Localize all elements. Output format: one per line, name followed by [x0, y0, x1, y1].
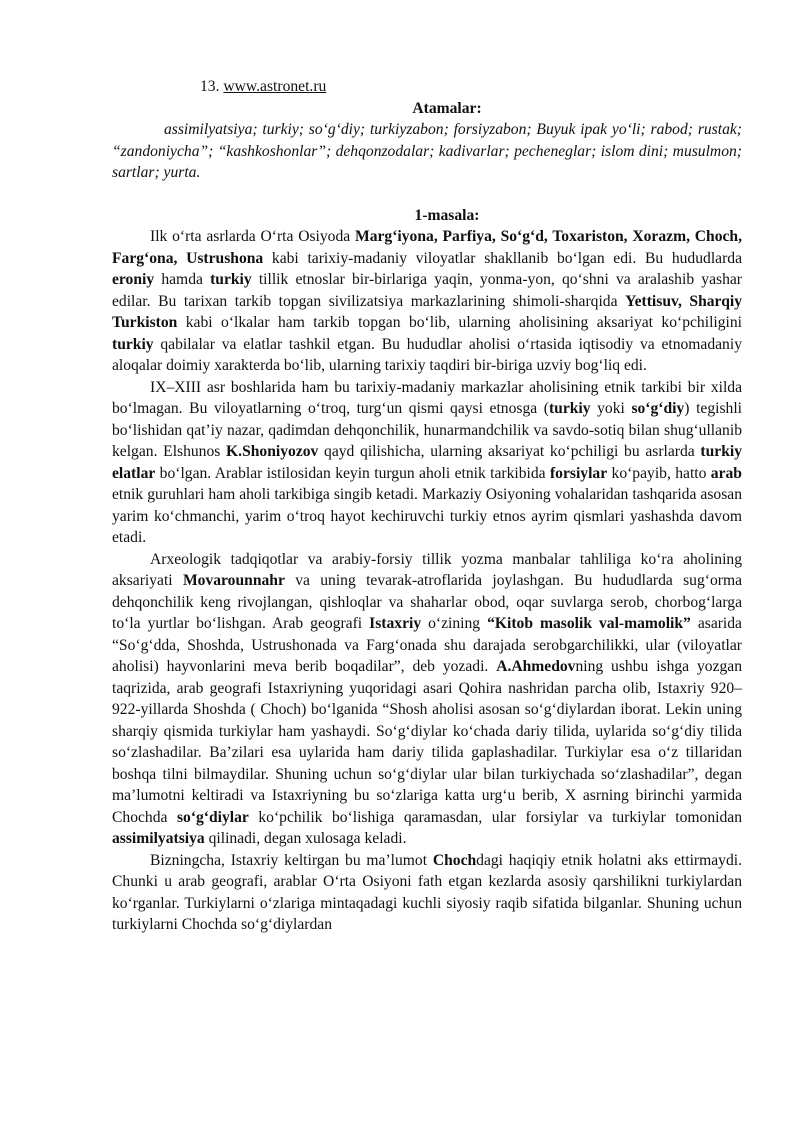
bold-term: Choch — [432, 851, 477, 869]
bold-term: turkiy elatlar — [112, 443, 742, 482]
text-run: asarida “So‘g‘dda, Shoshda, Ustrushonada va Farg‘onada shu darajada serobgarchilikki, ular (viloyatlar aholisi) hayvonlarini meva berib boqadilar”, deb yozadi. — [112, 615, 742, 675]
bold-term: turkiy — [112, 335, 154, 353]
text-run: kabi tarixiy-madaniy viloyatlar shakllanib bo‘lgan edi. Bu hududlarda — [263, 249, 742, 267]
text-run: kabi o‘lkalar ham tarkib topgan bo‘lib, ularning aholisining aksariyat ko‘pchiligini — [177, 314, 742, 331]
text-run: yoki — [590, 400, 632, 417]
reference-link[interactable]: www.astronet.ru — [223, 78, 327, 95]
keywords-heading: Atamalar: — [412, 99, 482, 117]
text-run: dagi haqiqiy etnik holatni aks ettirmaydi. Chunki u arab geografi, arablar O‘rta Osiyoni fath etgan kezlarda asosiy qarshilikni turkiylardan ko‘rganlar. Turkiylarni o‘zlariga mintaqadagi kuchli siyosiy raqib sifatida bilganlar. Shuning uchun turkiylarni Chochda so‘g‘diylardan — [112, 851, 742, 933]
text-run: ko‘payib, hatto — [607, 464, 711, 482]
text-run: va uning tevarak-atroflarida joylashgan. Bu hududlarda sug‘orma dehqonchilik keng rivojlangan, qishloqlar va shaharlar obod, oqar suvlarga serob, chorbog‘larga to‘la yurtlar bo‘lishgan. Arab geografi — [112, 572, 743, 632]
paragraph-2 — [112, 377, 742, 549]
text-run: ) tegishli bo‘lishidan qat’iy nazar, qadimdan dehqonchilik, hunarmandchilik va savdo-sotiq bilan shug‘ullanib kelgan. Elshunos — [112, 400, 742, 460]
text-run: tillik etnoslar bir-birlariga yaqin, yonma-yon, qo‘shni va aralashib yashar edilar. Bu tarixan tarkib topgan sivilizatsiya markazlarining shimoli-sharqida — [112, 271, 742, 310]
text-run: ko‘pchilik bo‘lishiga qaramasdan, ular forsiylar va turkiylar tomonidan — [248, 808, 742, 826]
text-run: hamda — [154, 271, 211, 288]
bold-term: forsiylar — [549, 464, 608, 482]
bold-term: A.Ahmedov — [496, 658, 576, 675]
bold-term: eroniy — [112, 271, 155, 288]
text-run: qayd qilishicha, ularning aksariyat ko‘pchiligi bu asrlarda — [318, 443, 701, 460]
paragraph-1 — [112, 226, 742, 377]
bold-term: Marg‘iyona, Parfiya, So‘g‘d, Toxariston, Xorazm, Choch, Farg‘ona, Ustrushona — [112, 228, 742, 267]
bold-term: Istaxriy — [369, 615, 422, 632]
text-run: Ilk o‘rta asrlarda O‘rta Osiyoda — [150, 228, 355, 245]
bold-term: so‘g‘diylar — [176, 808, 249, 826]
text-run: etnik guruhlari ham aholi tarkibiga singib ketadi. Markaziy Osiyoning vohalaridan tashqarida asosan yarim ko‘chmanchi, yarim o‘troq hayot kechiruvchi turkiy etnos ayrim qismlari yashashda davom etadi. — [112, 486, 742, 546]
reference-number: 13. — [200, 78, 224, 95]
text-run: o‘zining — [421, 615, 488, 632]
text-run: qilinadi, degan xulosaga keladi. — [204, 830, 407, 847]
bold-term: turkiy — [210, 271, 252, 288]
paragraph-3 — [112, 549, 742, 850]
text-run: Bizningcha, Istaxriy keltirgan bu ma’lumot — [150, 851, 433, 869]
bold-term: “Kitob masolik val-mamolik” — [487, 615, 691, 632]
paragraph-4 — [112, 850, 742, 936]
bold-term: arab — [710, 464, 742, 482]
text-run: Arxeologik tadqiqotlar va arabiy-forsiy tillik yozma manbalar tahliliga ko‘ra aholining aksariyati — [112, 550, 742, 589]
bold-term: assimilyatsiya — [112, 830, 205, 847]
bold-term: Movarounnahr — [182, 572, 285, 589]
bold-term: turkiy — [548, 400, 591, 417]
document-page — [112, 76, 742, 936]
spacer — [112, 184, 742, 205]
keywords-list: assimilyatsiya; turkiy; so‘g‘diy; turkiyzabon; forsiyzabon; Buyuk ipak yo‘li; rabod; rustak; “zandoniycha”; “kashkoshonlar”; dehqonzodalar; kadivarlar; pecheneglar; islom dini; musulmon; sartlar; yurta. — [112, 121, 742, 181]
bold-term: so‘g‘diy — [631, 400, 685, 417]
bold-term: Yettisuv, Sharqiy Turkiston — [112, 292, 742, 331]
text-run: ning ushbu ishga yozgan taqrizida, arab geografi Istaxriyning yuqoridagi asari Qohira nashridan parcha olib, Istaxriy 920–922-yillarda Shoshda ( Choch) bo‘lganida “Shosh aholisi asosan so‘g‘diylardan iborat. Lekin uning sharqiy qismida turkiylar ham yashaydi. So‘g‘diylar ko‘chada dariy tilida, uylarida so‘g‘diy tilida so‘zlashadilar. Ba’zilari esa uylarida ham dariy tilida gaplashadilar. Turkiylar esa o‘z tillaridan boshqa tilni bilmaydilar. Shuning uchun so‘g‘diylar ular bilan turkiychada so‘zlashadilar”, degan ma’lumotni keltiradi va Istaxriyning bu so‘zlariga katta urg‘u berib, X asrning birinchi yarmida Chochda — [112, 658, 743, 826]
text-run: qabilalar va elatlar tashkil etgan. Bu hududlar aholisi o‘rtasida iqtisodiy va etnomadaniy aloqalar doimiy xarakterda bo‘lib, ularning tarixiy taqdiri bir-biriga uzviy bog‘liq edi. — [112, 335, 742, 374]
reference-line — [200, 76, 742, 98]
bold-term: K.Shoniyozov — [226, 443, 319, 460]
text-run: IX–XIII asr boshlarida ham bu tarixiy-madaniy markazlar aholisining etnik tarkibi bir xilda bo‘lmagan. Bu viloyatlarning o‘troq, turg‘un qismi qaysi etnosga ( — [112, 378, 742, 417]
task-heading: 1-masala: — [414, 206, 480, 224]
text-run: bo‘lgan. Arablar istilosidan keyin turgun aholi etnik tarkibida — [155, 464, 550, 482]
body-text — [112, 226, 742, 936]
